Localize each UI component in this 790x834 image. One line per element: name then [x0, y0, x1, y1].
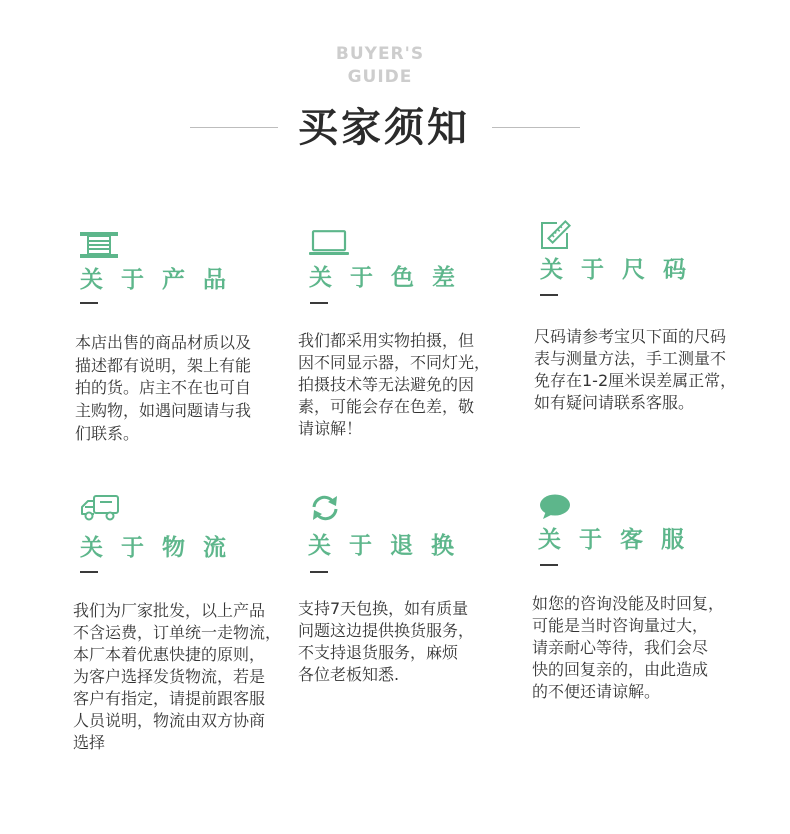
title-divider-right	[492, 127, 580, 128]
eyebrow-line-guide: GUIDE	[347, 67, 413, 87]
spool-icon	[80, 232, 118, 258]
eyebrow-heading	[320, 43, 440, 89]
title-underline	[310, 571, 328, 573]
section-title: 关 于 退 换	[308, 533, 460, 559]
section-title: 关 于 色 差	[309, 265, 461, 291]
eyebrow-line-buyers: BUYER'S	[335, 44, 425, 64]
ruler-edit-icon	[539, 219, 571, 251]
section-title: 关 于 产 品	[80, 267, 232, 293]
section-title: 关 于 尺 码	[540, 257, 692, 283]
title-underline	[80, 571, 98, 573]
laptop-icon	[309, 230, 349, 256]
title-underline	[540, 564, 558, 566]
section-title: 关 于 客 服	[538, 527, 690, 553]
chat-bubble-icon	[539, 494, 571, 520]
title-underline	[540, 294, 558, 296]
section-text: 我们都采用实物拍摄，但 因不同显示器，不同灯光， 拍摄技术等无法避免的因 素，可能会存在色差，敬 请谅解！	[298, 331, 491, 438]
title-underline	[80, 302, 98, 304]
truck-icon	[80, 494, 120, 522]
section-text: 我们为厂家批发，以上产品 不含运费，订单统一走物流， 本厂本着优惠快捷的原则， 为客户选择发货物流，若是 客户有指定，请提前跟客服 人员说明，物流由双方协商 选择	[73, 601, 282, 752]
section-text: 尺码请参考宝贝下面的尺码 表与测量方法，手工测量不 免存在1-2厘米误差属正常， 如有疑问请联系客服。	[534, 327, 737, 412]
section-text: 本店出售的商品材质以及 描述都有说明，架上有能 拍的货。店主不在也可自 主购物，如遇问题请与我 们联系。	[75, 333, 252, 443]
section-title: 关 于 物 流	[80, 535, 232, 561]
exchange-icon	[310, 494, 340, 522]
title-underline	[310, 302, 328, 304]
page-title: 买家须知	[298, 105, 470, 151]
section-text: 如您的咨询没能及时回复， 可能是当时咨询量过大， 请亲耐心等待，我们会尽 快的回复亲的，由此造成 的不便还请谅解。	[532, 594, 725, 701]
section-text: 支持7天包换，如有质量 问题这边提供换货服务， 不支持退货服务，麻烦 各位老板知悉.	[298, 599, 475, 684]
